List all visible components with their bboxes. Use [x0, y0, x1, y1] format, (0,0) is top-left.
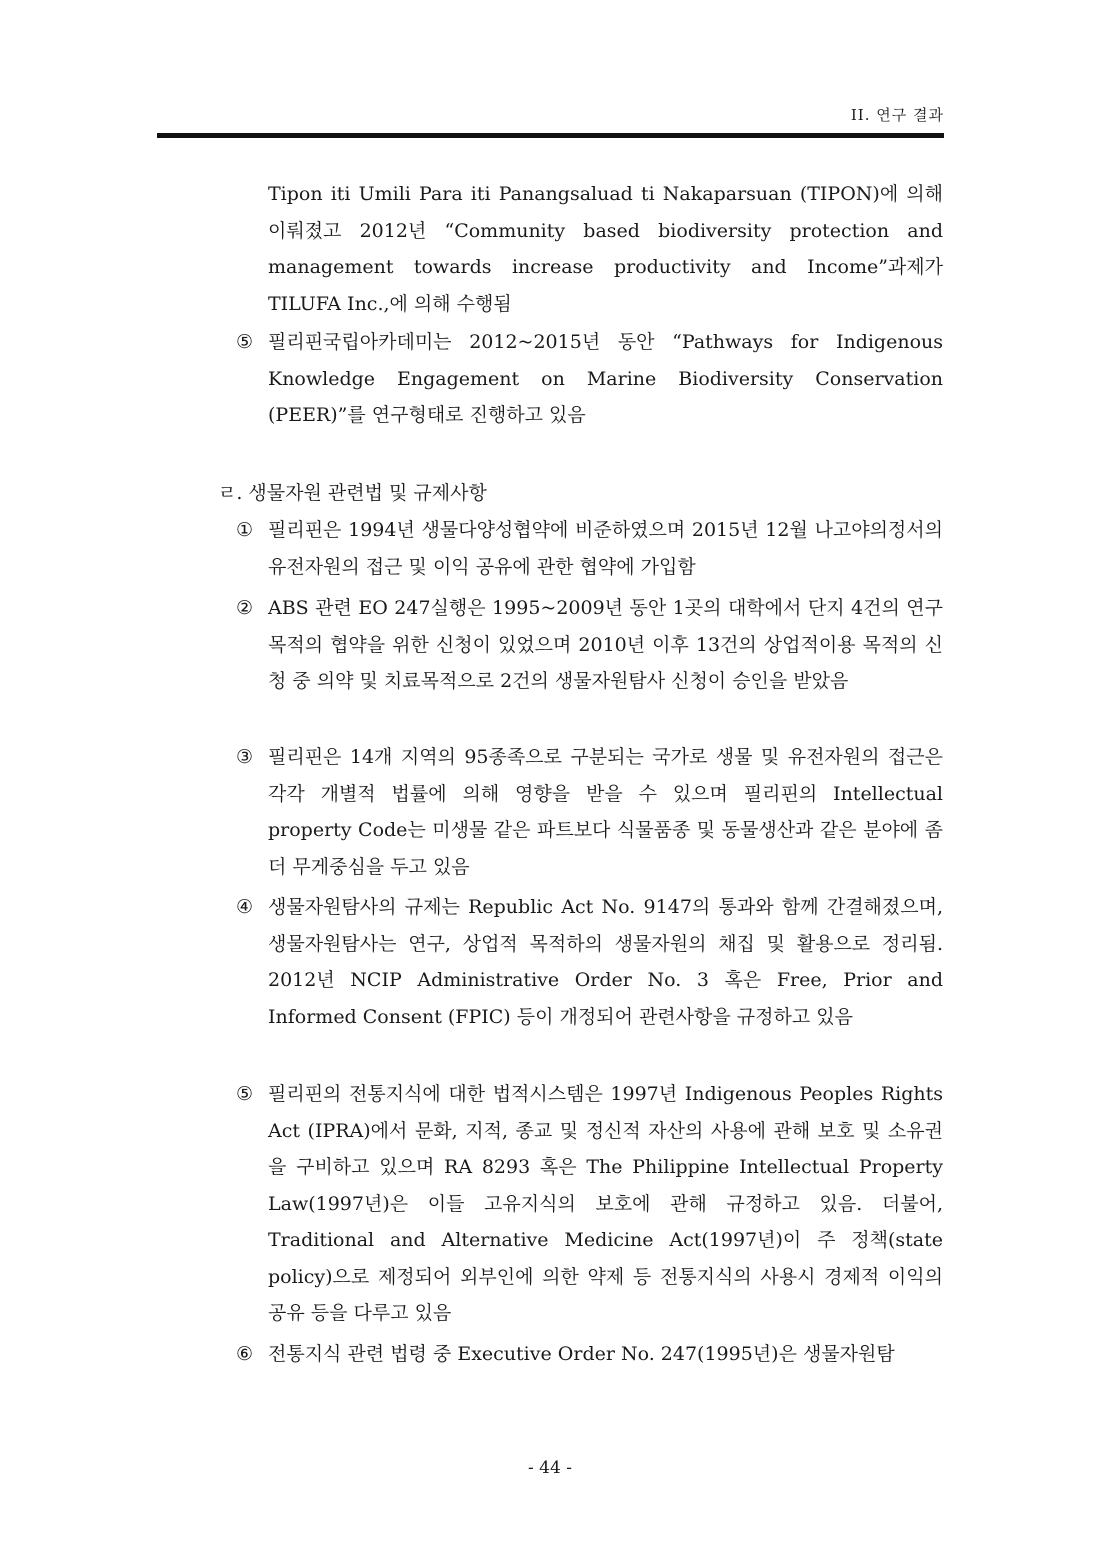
item-number: ④	[236, 896, 254, 918]
list-item	[236, 512, 943, 585]
item-text: 필리핀은 1994년 생물다양성협약에 비준하였으며 2015년 12월 나고야의정서의 유전자원의 접근 및 이익 공유에 관한 협약에 가입함	[268, 519, 943, 578]
item-text: ABS 관련 EO 247실행은 1995~2009년 동안 1곳의 대학에서 단지 4건의 연구목적의 협약을 위한 신청이 있었으며 2010년 이후 13건의 상업적이용 목적의 신청 중 의약 및 치료목적으로 2건의 생물자원탐사 신청이 승인을 받았음	[268, 597, 943, 692]
item-text: 필리핀국립아카데미는 2012~2015년 동안 “Pathways for Indigenous Knowledge Engagement on Marine Biodiversity Conservation (PEER)”를 연구형태로 진행하고 있음	[268, 331, 943, 426]
list-item	[236, 324, 943, 434]
page-number: - 44 -	[528, 1458, 572, 1478]
list-item	[236, 1336, 943, 1373]
running-header: II. 연구 결과	[850, 106, 944, 124]
item-text: 필리핀은 14개 지역의 95종족으로 구분되는 국가로 생물 및 유전자원의 접근은 각각 개별적 법률에 의해 영향을 받을 수 있으며 필리핀의 Intellectual property Code는 미생물 같은 파트보다 식물품종 및 동물생산과 같은 분야에 좀 더 무게중심을 두고 있음	[268, 746, 943, 878]
list-item	[236, 590, 943, 700]
item-text: 필리핀의 전통지식에 대한 법적시스템은 1997년 Indigenous Peoples Rights Act (IPRA)에서 문화, 지적, 종교 및 정신적 자산의 사용에 관해 보호 및 소유권을 구비하고 있으며 RA 8293 혹은 The Philippine Intellectual Property Law(1997년)은 이들 고유지식의 보호에 관해 규정하고 있음. 더불어, Traditional and Alternative Medicine Act(1997년)이 주 정책(state policy)으로 제정되어 외부인에 의한 약제 등 전통지식의 사용시 경제적 이익의 공유 등을 다루고 있음	[268, 1083, 943, 1324]
item-number: ①	[236, 519, 254, 541]
continued-paragraph: Tipon iti Umili Para iti Panangsaluad ti Nakaparsuan (TIPON)에 의해 이뤄졌고 2012년 “Community based biodiversity protection and management towards increase productivity and Income”과제가 TILUFA Inc.,에 의해 수행됨	[268, 183, 943, 315]
item-number: ⑤	[236, 331, 254, 353]
item-text: 생물자원탐사의 규제는 Republic Act No. 9147의 통과와 함께 간결해졌으며, 생물자원탐사는 연구, 상업적 목적하의 생물자원의 채집 및 활용으로 정리됨. 2012년 NCIP Administrative Order No. 3 혹은 Free, Prior and Informed Consent (FPIC) 등이 개정되어 관련사항을 규정하고 있음	[268, 896, 943, 1028]
header-divider	[157, 133, 944, 138]
item-number: ⑥	[236, 1343, 254, 1365]
section-heading: ㄹ. 생물자원 관련법 및 규제사항	[218, 482, 487, 504]
list-item	[236, 1076, 943, 1332]
item-number: ⑤	[236, 1083, 254, 1105]
list-item	[236, 889, 943, 1035]
list-item	[236, 739, 943, 885]
item-number: ③	[236, 746, 254, 768]
item-text: 전통지식 관련 법령 중 Executive Order No. 247(1995년)은 생물자원탐	[268, 1343, 895, 1365]
item-number: ②	[236, 597, 254, 619]
